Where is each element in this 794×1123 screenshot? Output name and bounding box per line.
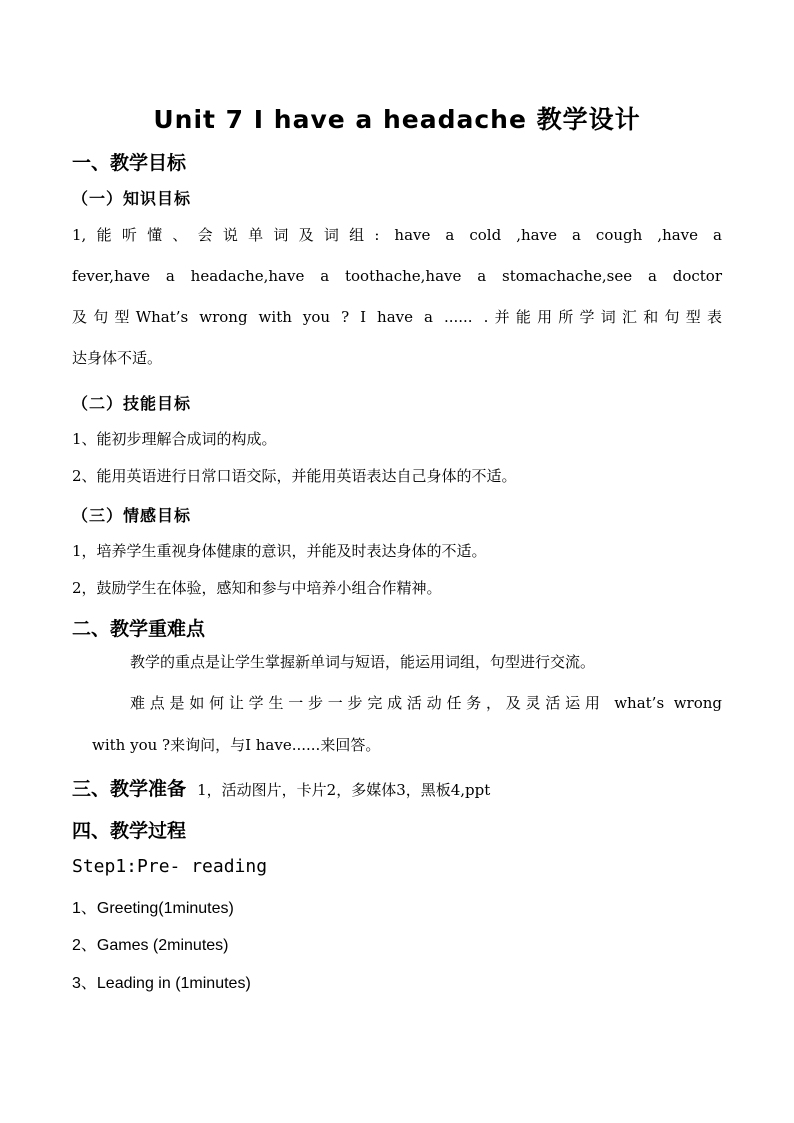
knowledge-line-2: fever,have a headache,have a toothache,have a stomachache,see a doctor: [72, 267, 722, 285]
skill-item-1: 1、能初步理解合成词的构成。: [72, 430, 277, 448]
subheading-emotion-objectives: （三）情感目标: [72, 506, 192, 525]
section-heading-teaching-objectives: 一、教学目标: [72, 152, 187, 174]
process-item-2: 2、Games (2minutes): [72, 937, 229, 954]
difficulty-line-1: 难点是如何让学生一步一步完成活动任务，及灵活运用 what’s wrong: [130, 694, 722, 712]
preparation-line: [72, 774, 490, 801]
emotion-item-2: 2，鼓励学生在体验，感知和参与中培养小组合作精神。: [72, 579, 442, 597]
skill-item-2: 2、能用英语进行日常口语交际，并能用英语表达自己身体的不适。: [72, 467, 517, 485]
document-title: Unit 7 I have a headache 教学设计: [153, 105, 641, 134]
process-item-3: 3、Leading in (1minutes): [72, 975, 251, 992]
difficulty-line-2: with you ?来询问，与I have......来回答。: [92, 736, 381, 754]
subheading-knowledge-objectives: （一）知识目标: [72, 189, 192, 208]
step-heading: Step1:Pre- reading: [72, 856, 268, 877]
preparation-content: 1，活动图片，卡片2，多媒体3，黑板4,ppt: [197, 781, 491, 799]
section-heading-key-points: 二、教学重难点: [72, 618, 206, 640]
key-point-paragraph: 教学的重点是让学生掌握新单词与短语，能运用词组，句型进行交流。: [130, 653, 596, 671]
process-item-1: 1、Greeting(1minutes): [72, 900, 234, 917]
section-heading-process: 四、教学过程: [72, 820, 187, 842]
emotion-item-1: 1，培养学生重视身体健康的意识，并能及时表达身体的不适。: [72, 542, 487, 560]
subheading-skill-objectives: （二）技能目标: [72, 394, 192, 413]
knowledge-line-1: 1,能听懂、会说单词及词组: have a cold ,have a cough ,have a: [72, 226, 722, 244]
knowledge-line-3: 及句型What’s wrong with you ? I have a ...... .并能用所学词汇和句型表: [72, 308, 722, 326]
section-heading-preparation: 三、教学准备: [72, 778, 187, 800]
knowledge-line-4: 达身体不适。: [72, 349, 163, 367]
